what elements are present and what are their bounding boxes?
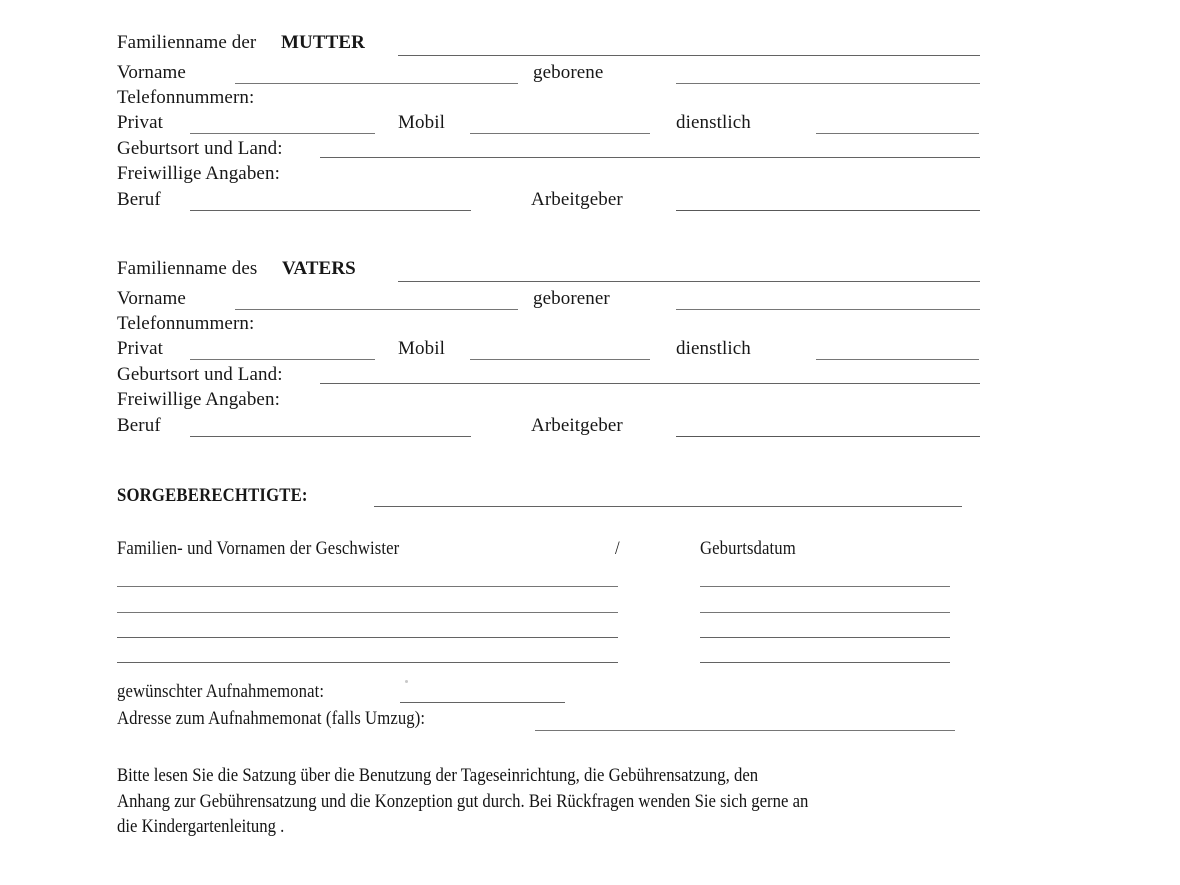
admission-month-input-line[interactable] <box>400 702 565 703</box>
father-birthplace-label: Geburtsort und Land: <box>117 364 283 385</box>
mother-surname-emphasis: MUTTER <box>281 32 365 53</box>
notice-line-3: die Kindergartenleitung . <box>117 816 285 837</box>
mother-phone-heading: Telefonnummern: <box>117 87 255 108</box>
siblings-birthdate-header: Geburtsdatum <box>700 538 796 559</box>
mother-firstname-input-line[interactable] <box>235 83 518 84</box>
sibling-name-input-line[interactable] <box>117 612 618 613</box>
mother-occupation-input-line[interactable] <box>190 210 471 211</box>
father-employer-label: Arbeitgeber <box>531 415 623 436</box>
siblings-names-header: Familien- und Vornamen der Geschwister <box>117 538 400 559</box>
father-occupation-input-line[interactable] <box>190 436 471 437</box>
sibling-name-input-line[interactable] <box>117 586 618 587</box>
mother-phone-private-input-line[interactable] <box>190 133 375 134</box>
mother-phone-work-input-line[interactable] <box>816 133 979 134</box>
father-phone-private-input-line[interactable] <box>190 359 375 360</box>
guardians-input-line[interactable] <box>374 506 962 507</box>
mother-birthplace-label: Geburtsort und Land: <box>117 138 283 159</box>
father-nee-label: geborener <box>533 288 610 309</box>
sibling-name-input-line[interactable] <box>117 637 618 638</box>
mother-birthplace-input-line[interactable] <box>320 157 980 158</box>
notice-line-2: Anhang zur Gebührensatzung und die Konzeption gut durch. Bei Rückfragen wenden Sie sich gerne an <box>117 790 809 812</box>
mother-firstname-label: Vorname <box>117 62 186 83</box>
father-phone-work-input-line[interactable] <box>816 359 979 360</box>
father-phone-mobile-label: Mobil <box>398 338 445 359</box>
sibling-birthdate-input-line[interactable] <box>700 662 950 663</box>
sibling-birthdate-input-line[interactable] <box>700 612 950 613</box>
father-birthplace-input-line[interactable] <box>320 383 980 384</box>
father-phone-heading: Telefonnummern: <box>117 313 255 334</box>
mother-surname-input-line[interactable] <box>398 55 980 56</box>
mother-employer-label: Arbeitgeber <box>531 189 623 210</box>
siblings-separator: / <box>615 538 620 559</box>
sibling-name-input-line[interactable] <box>117 662 618 663</box>
father-employer-input-line[interactable] <box>676 436 980 437</box>
mother-phone-mobile-input-line[interactable] <box>470 133 650 134</box>
father-firstname-label: Vorname <box>117 288 186 309</box>
father-surname-label: Familienname des <box>117 258 258 279</box>
father-nee-input-line[interactable] <box>676 309 980 310</box>
father-firstname-input-line[interactable] <box>235 309 518 310</box>
father-phone-private-label: Privat <box>117 338 163 359</box>
sibling-birthdate-input-line[interactable] <box>700 637 950 638</box>
father-phone-work-label: dienstlich <box>676 338 751 359</box>
guardians-heading: SORGEBERECHTIGTE: <box>117 485 308 506</box>
admission-address-input-line[interactable] <box>535 730 955 731</box>
admission-month-label: gewünschter Aufnahmemonat: <box>117 681 325 702</box>
mother-surname-label: Familienname der <box>117 32 257 53</box>
mother-phone-private-label: Privat <box>117 112 163 133</box>
sibling-birthdate-input-line[interactable] <box>700 586 950 587</box>
father-surname-emphasis: VATERS <box>282 258 356 279</box>
mother-nee-label: geborene <box>533 62 604 83</box>
notice-paragraph <box>117 763 935 840</box>
mother-employer-input-line[interactable] <box>676 210 980 211</box>
mother-occupation-label: Beruf <box>117 189 161 210</box>
father-occupation-label: Beruf <box>117 415 161 436</box>
mother-voluntary-label: Freiwillige Angaben: <box>117 163 280 184</box>
mother-phone-work-label: dienstlich <box>676 112 751 133</box>
admission-address-label: Adresse zum Aufnahmemonat (falls Umzug): <box>117 708 426 729</box>
notice-line-1: Bitte lesen Sie die Satzung über die Benutzung der Tageseinrichtung, die Gebührensatzung, den <box>117 765 759 786</box>
mother-nee-input-line[interactable] <box>676 83 980 84</box>
father-phone-mobile-input-line[interactable] <box>470 359 650 360</box>
father-voluntary-label: Freiwillige Angaben: <box>117 389 280 410</box>
scan-artifact-speck <box>405 680 408 683</box>
mother-phone-mobile-label: Mobil <box>398 112 445 133</box>
father-surname-input-line[interactable] <box>398 281 980 282</box>
